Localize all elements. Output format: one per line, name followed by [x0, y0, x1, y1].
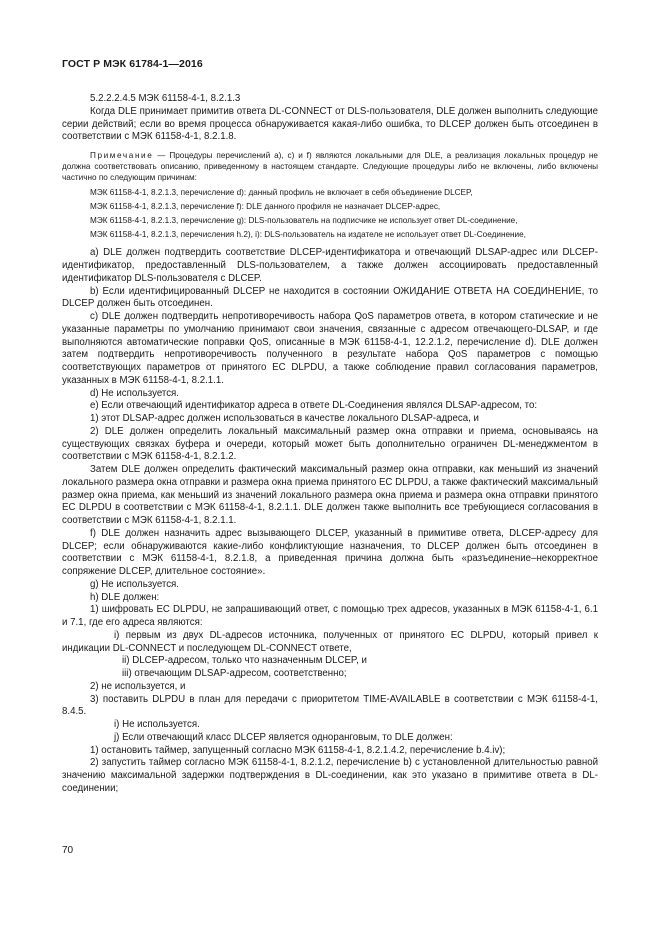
note-paragraph [62, 150, 598, 184]
note-text: — Процедуры перечислений а), с) и f) являются локальными для DLE, а реализация локальных процедур не должна соответствовать описанию, приведенному в настоящем стандарте. Следующие процедуры либо не включены, либо включены частично по следующим причинам: [62, 151, 598, 183]
note-label: Примечание [90, 151, 154, 160]
paragraph: Затем DLE должен определить фактический максимальный размер окна отправки, как меньший из значений локального размера окна отправки и размера окна приема принятого EC DLPDU, а также фактический максимальный размер окна приема, как меньший из значений локального размера окна приема и размера окна отправки принятого EC DLPDU в соответствии с МЭК 61158-4-1, 8.2.1.1. DLE должен также выполнить все требующиеся согласования в соответствии с МЭК 61158-4-1, 8.2.1.1. [62, 464, 598, 527]
list-item-h: h) DLE должен: [90, 591, 160, 603]
list-item-d: d) Не используется. [90, 387, 179, 399]
page-number: 70 [62, 845, 74, 856]
list-item-e1: 1) этот DLSAP-адрес должен использоваться в качестве локального DLSAP-адреса, и [90, 413, 479, 425]
list-item-b: b) Если идентифицированный DLCEP не находится в состоянии ОЖИДАНИЕ ОТВЕТА НА СОЕДИНЕНИЕ, то DLCEP должен быть отсоединен. [62, 285, 598, 310]
list-item-h2: 2) не используется, и [90, 680, 186, 692]
list-item-f: f) DLE должен назначить адрес вызывающего DLCEP, указанный в примитиве ответа, DLCEP-адресу для DLCEP; если обнаруживаются какие-либо конфликтующие назначения, то DLCEP должен быть отсоединен в соответствии с МЭК 61158-4-1, 8.2.1.8, а приведенная причина должна быть «разъединение–некорректное сопряжение DLCEP, длительное состояние». [62, 527, 598, 578]
list-item-j2: 2) запустить таймер согласно МЭК 61158-4-1, 8.2.1.2, перечисление b) с установленной длительностью равной значению максимальной задержки подтверждения в DL-соединении, как это указано в примитиве ответа в DL-соединении; [62, 757, 598, 794]
list-item-j: j) Если отвечающий класс DLCEP является одноранговым, то DLE должен: [114, 731, 453, 743]
list-item-e: е) Если отвечающий идентификатор адреса в ответе DL-Соединения являлся DLSAP-адресом, то: [90, 400, 538, 412]
note-item: МЭК 61158-4-1, 8.2.1.3, перечисления h.2), i): DLS-пользователь на издателе не использует ответ DL-Соединение, [90, 230, 526, 240]
list-item-j1: 1) остановить таймер, запущенный согласно МЭК 61158-4-1, 8.2.1.4.2, перечисление b.4.iv); [90, 744, 506, 756]
note-item: МЭК 61158-4-1, 8.2.1.3, перечисление d): данный профиль не включает в себя объединение DLCEP, [90, 187, 473, 197]
list-item-h1-iii: iii) отвечающим DLSAP-адресом, соответственно; [122, 668, 347, 680]
list-item-h1: 1) шифровать EC DLPDU, не запрашивающий ответ, с помощью трех адресов, указанных в МЭК 61158-4-1, 6.1 и 7.1, где его адреса являются: [62, 604, 598, 629]
list-item-c: с) DLE должен подтвердить непротиворечивость набора QoS параметров ответа, в котором статические и не указанные параметры по умолчанию принимают свои значения, связанные с адресом отвечающего-DLSAP, и где выполняются автоматические поправки QoS, описанные в МЭК 61158-4-1, 12.2.1.2, перечисление d). DLE должен затем подтвердить непротиворечивость полученного в результате набора QoS параметров с помощью соответствующих параметров от принятого EC DLPDU, а также соблюдение правил согласования параметров, указанных в МЭК 61158-4-1, 8.2.1.1. [62, 311, 598, 386]
list-item-h3: 3) поставить DLPDU в план для передачи с приоритетом TIME-AVAILABLE в соответствии с МЭК 61158-4-1, 8.4.5. [62, 693, 598, 718]
note-item: МЭК 61158-4-1, 8.2.1.3, перечисление g): DLS-пользователь на подписчике не использует ответ DL-соединение, [90, 216, 518, 226]
list-item-h1-ii: ii) DLCEP-адресом, только что назначенным DLCEP, и [122, 655, 367, 667]
note-item: МЭК 61158-4-1, 8.2.1.3, перечисление f): DLE данного профиля не назначает DLCEP-адрес, [90, 201, 441, 211]
list-item-i: i) Не используется. [114, 719, 200, 731]
document-header: ГОСТ Р МЭК 61784-1—2016 [62, 58, 203, 70]
paragraph: Когда DLE принимает примитив ответа DL-CONNECT от DLS-пользователя, DLE должен выполнить следующие серии действий; если во время процесса обнаруживается какая-либо ошибка, то DLCEP должен быть отсоединен в соответствии с МЭК 61158-4-1, 8.2.1.8. [62, 105, 598, 143]
list-item-g: g) Не используется. [90, 578, 179, 590]
page-content [62, 93, 598, 796]
list-item-h1-i: i) первым из двух DL-адресов источника, полученных от принятого EC DLPDU, который привел к индикации DL-CONNECT и последующем DL-CONNECT ответе, [62, 629, 598, 654]
clause-number: 5.2.2.2.4.5 МЭК 61158-4-1, 8.2.1.3 [90, 93, 241, 104]
list-item-a: а) DLE должен подтвердить соответствие DLCEP-идентификатора и отвечающий DLSAP-адрес или DLCEP-идентификатор, предоставленный DLS-пользователем, а также должен ассоциировать предоставленный идентификатор DLS-пользователя с DLCEP. [62, 247, 598, 284]
list-item-e2: 2) DLE должен определить локальный максимальный размер окна отправки и приема, основываясь на существующих связках буфера и очереди, который может быть дополнительно ограничен DL-менеджментом в соответствии с МЭК 61158-4-1, 8.2.1.2. [62, 425, 598, 463]
